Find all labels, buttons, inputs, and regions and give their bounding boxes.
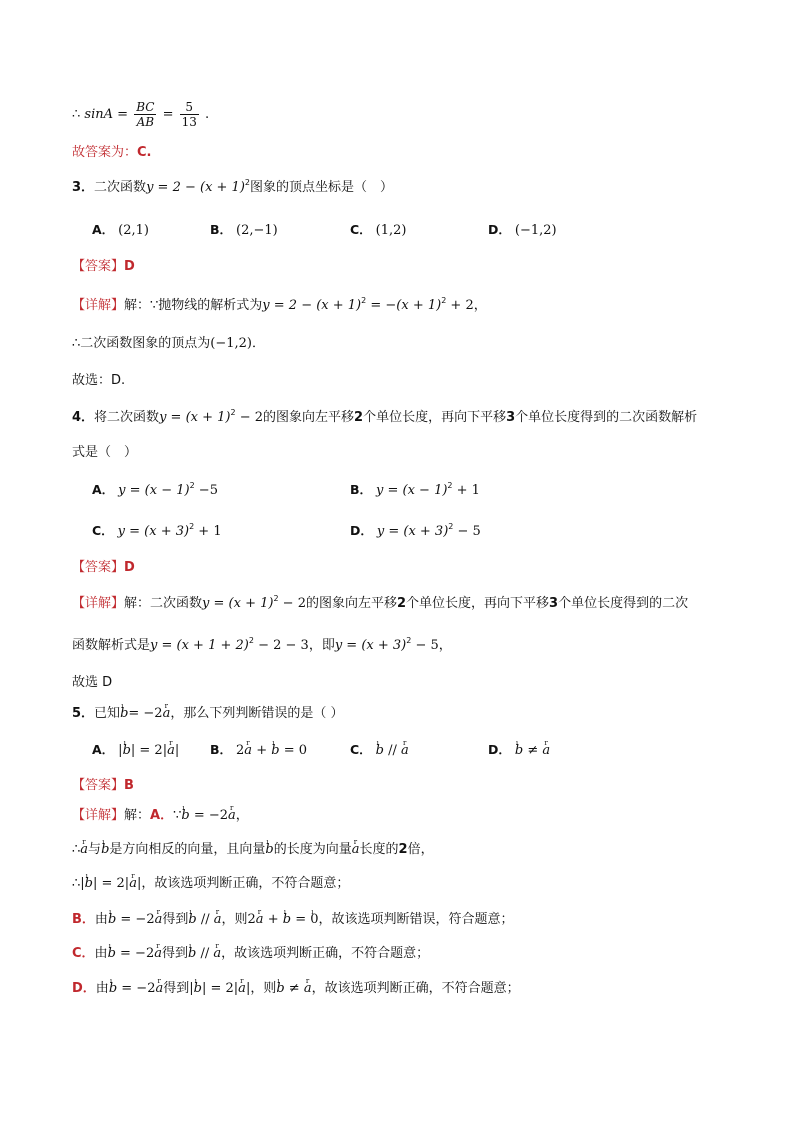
detail-text: 由 (95, 981, 109, 996)
therefore-symbol: ∴ (72, 876, 81, 891)
exponent: 2 (406, 636, 412, 645)
q5-option-a[interactable] (92, 740, 179, 761)
q3-option-b[interactable] (210, 220, 278, 241)
exponent: 2 (248, 636, 254, 645)
option-value: + 1 (452, 483, 480, 498)
formula: ı b = −2r a (108, 912, 162, 927)
vector-a: r a (163, 704, 171, 724)
formula: = −2 (128, 706, 163, 721)
option-value: (2,−1) (236, 223, 278, 238)
q3-detail-line2 (72, 334, 265, 354)
formula: |ı b| = 2|r a| (80, 876, 141, 891)
vector-a: r a (352, 840, 360, 860)
option-key: C． (350, 742, 372, 757)
q4-detail-line2 (72, 636, 452, 656)
q3-text: 图象的顶点坐标是（ ） (250, 180, 394, 195)
frac-den: 13 (181, 115, 197, 129)
exponent: 2 (244, 178, 250, 187)
q3-stem (72, 178, 393, 198)
answer-tag: 【答案】 (72, 560, 125, 575)
q4-option-b[interactable] (350, 480, 480, 501)
answer-value: C. (137, 145, 152, 160)
detail-text: 与 (88, 842, 102, 857)
frac-num: 5 (180, 100, 199, 115)
formula: ı b ≠ r a (276, 981, 311, 996)
q4-text: 式是（ ） (72, 445, 138, 460)
exponent: 2 (189, 522, 195, 531)
option-value: (−1,2) (514, 223, 557, 238)
detail-text: ，故该选项判断正确，不符合题意； (311, 981, 520, 996)
detail-text: 函数解析式是 (72, 638, 151, 653)
answer-value: B (124, 778, 134, 793)
option-value: −5 (194, 483, 218, 498)
q5-option-c[interactable] (350, 740, 409, 761)
number: 2 (396, 596, 407, 611)
exponent: 2 (448, 522, 454, 531)
option-key: C． (92, 523, 114, 538)
q3-option-d[interactable] (488, 220, 557, 241)
detail-text: ，即 (308, 638, 335, 653)
option-key: B． (210, 222, 233, 237)
q5-stem (72, 704, 344, 724)
period: . (205, 107, 210, 122)
q5-text: ，那么下列判断错误的是（ ） (170, 706, 344, 721)
prev-sin-line (72, 100, 209, 129)
q5-text: 已知 (94, 706, 121, 721)
choose-text: 故选：D. (72, 373, 126, 388)
formula: + 2 (446, 298, 474, 313)
option-value: + 1 (194, 524, 222, 539)
detail-text: 的图象向左平移 (305, 596, 397, 611)
option-value: ı b ≠ r a (515, 743, 550, 758)
q5-detail-line4 (72, 910, 514, 930)
number: 3 (506, 410, 516, 425)
detail-text: 的长度为向量 (273, 842, 352, 857)
option-value: y = (x − 1) (376, 483, 448, 498)
sin-a: sinA = (84, 107, 129, 122)
q4-text: 个单位长度得到的二次函数解析 (515, 410, 698, 425)
formula: ı b = −2r a (108, 946, 162, 961)
formula: − 5 (411, 638, 439, 653)
q3-detail-line1 (72, 296, 487, 316)
q5-detail-line2 (72, 840, 434, 860)
vector-b: ı b (101, 840, 109, 860)
vertex-value: (−1,2) (210, 336, 252, 351)
question-number: 4． (72, 410, 95, 425)
q4-option-a[interactable] (92, 480, 218, 501)
q5-detail-line6 (72, 979, 520, 999)
option-key: C． (72, 946, 95, 961)
question-number: 3． (72, 180, 95, 195)
exponent: 2 (230, 408, 236, 417)
option-key: D． (350, 523, 373, 538)
option-value: ı b // r a (376, 743, 409, 758)
option-value: (2,1) (118, 223, 149, 238)
exponent: 2 (273, 594, 279, 603)
option-value: 2r a + ı b = 0 (236, 743, 307, 758)
answer-value: D (124, 560, 135, 575)
vector-b: ı b (120, 704, 128, 724)
option-key: A． (92, 742, 115, 757)
option-value: y = (x + 3) (117, 524, 190, 539)
formula: − 2 (278, 596, 306, 611)
q4-choose (72, 673, 112, 693)
option-key: A． (92, 222, 115, 237)
detail-text: ，故该选项判断正确，不符合题意； (141, 876, 350, 891)
option-value: (1,2) (375, 223, 407, 238)
q3-option-a[interactable] (92, 220, 149, 241)
detail-text: 得到 (161, 946, 188, 961)
formula: y = 2 − (x + 1) (262, 298, 362, 313)
exponent: 2 (447, 481, 453, 490)
therefore-symbol: ∴ (72, 842, 81, 857)
exponent: 2 (441, 296, 447, 305)
detail-text: 是方向相反的向量，且向量 (109, 842, 266, 857)
q4-stem-line2 (72, 443, 137, 463)
answer-tag: 【答案】 (72, 778, 125, 793)
equals: = (162, 107, 174, 122)
detail-text: 倍， (407, 842, 434, 857)
q4-stem-line1 (72, 408, 697, 428)
detail-text: ∴二次函数图象的顶点为 (72, 336, 211, 351)
q3-option-c[interactable] (350, 220, 407, 241)
fraction-bc-ab (134, 100, 156, 129)
detail-text: ，则 (250, 981, 277, 996)
q4-detail-line1 (72, 594, 688, 614)
detail-text: 个单位长度得到的二次 (558, 596, 689, 611)
punct: ， (473, 298, 487, 313)
number: 2 (398, 842, 408, 857)
answer-prefix: 故答案为： (72, 145, 138, 160)
detail-text: 长度的 (359, 842, 399, 857)
answer-value: D (124, 259, 135, 274)
detail-text: 由 (94, 946, 108, 961)
fraction-5-13 (180, 100, 199, 129)
option-key: C． (350, 222, 372, 237)
exponent: 2 (189, 481, 195, 490)
detail-text: 解：二次函数 (124, 596, 203, 611)
option-value: |ı b| = 2|r a| (118, 743, 179, 758)
q3-formula: y = 2 − (x + 1) (146, 180, 245, 195)
q5-option-b[interactable] (210, 740, 307, 761)
formula: ı b = −2r a (181, 808, 235, 823)
number: 3 (549, 596, 559, 611)
exponent: 2 (361, 296, 367, 305)
formula: y = (x + 1 + 2) (150, 638, 249, 653)
option-key: D． (488, 742, 511, 757)
detail-text: 得到 (163, 981, 190, 996)
option-key: B． (210, 742, 233, 757)
frac-num: BC (136, 100, 155, 114)
q4-answer (72, 558, 135, 578)
q5-option-d[interactable] (488, 740, 550, 761)
formula: ı b // r a (188, 912, 221, 927)
formula: ı b // r a (188, 946, 221, 961)
option-key: A． (92, 482, 115, 497)
frac-den: AB (136, 115, 155, 129)
detail-text: 由 (94, 912, 108, 927)
option-key: B． (350, 482, 373, 497)
option-value: y = (x − 1) (118, 483, 190, 498)
q3-choose (72, 371, 125, 391)
therefore-symbol: ∴ (72, 107, 81, 122)
answer-tag: 【答案】 (72, 259, 125, 274)
because-symbol: ∵ (173, 808, 182, 823)
detail-tag: 【详解】 (72, 298, 125, 313)
q5-detail-line3 (72, 874, 349, 894)
number: 2 (354, 410, 364, 425)
formula: y = (x + 3) (334, 638, 407, 653)
option-key: D． (488, 222, 511, 237)
formula: ı b = −2r a (109, 981, 163, 996)
detail-text: 得到 (162, 912, 189, 927)
prev-answer (72, 143, 152, 163)
option-key: B． (72, 912, 95, 927)
detail-text: ，故该选项判断错误，符合题意； (318, 912, 514, 927)
q5-detail-line5 (72, 944, 429, 964)
q5-detail-line1: 【详解】解：A．∵ı b = −2r a， (72, 806, 249, 826)
vector-b: ı b (265, 840, 273, 860)
choose-text: 故选 D (72, 675, 113, 690)
q4-text: 个单位长度，再向下平移 (363, 410, 507, 425)
formula: − 2 (235, 410, 263, 425)
question-number: 5． (72, 706, 95, 721)
formula: = −(x + 1) (366, 298, 442, 313)
detail-tag: 【详解】 (72, 596, 125, 611)
q5-answer (72, 776, 134, 796)
detail-text: 个单位长度，再向下平移 (406, 596, 550, 611)
q4-text: 将二次函数 (94, 410, 160, 425)
formula: − 2 − 3 (253, 638, 309, 653)
punct: ． (252, 336, 266, 351)
formula: y = (x + 1) (202, 596, 274, 611)
q3-text: 二次函数 (94, 180, 147, 195)
formula: y = (x + 1) (159, 410, 231, 425)
option-value: − 5 (453, 524, 481, 539)
vector-a: r a (80, 840, 88, 860)
detail-text: 解： (124, 808, 151, 823)
punct: ， (438, 638, 452, 653)
q3-answer (72, 257, 135, 277)
q4-option-c[interactable] (92, 521, 222, 542)
formula: |ı b| = 2|r a| (189, 981, 250, 996)
detail-text: 解：∵抛物线的解析式为 (124, 298, 263, 313)
q4-text: 的图象向左平移 (263, 410, 355, 425)
q4-option-d[interactable] (350, 521, 481, 542)
formula: 2r a + ı b = ı 0 (248, 912, 319, 927)
option-value: y = (x + 3) (376, 524, 449, 539)
detail-text: ，故该选项判断正确，不符合题意； (221, 946, 430, 961)
detail-tag: 【详解】 (72, 808, 125, 823)
option-key: D． (72, 981, 96, 996)
detail-text: ，则 (221, 912, 248, 927)
option-key: A． (150, 808, 174, 823)
